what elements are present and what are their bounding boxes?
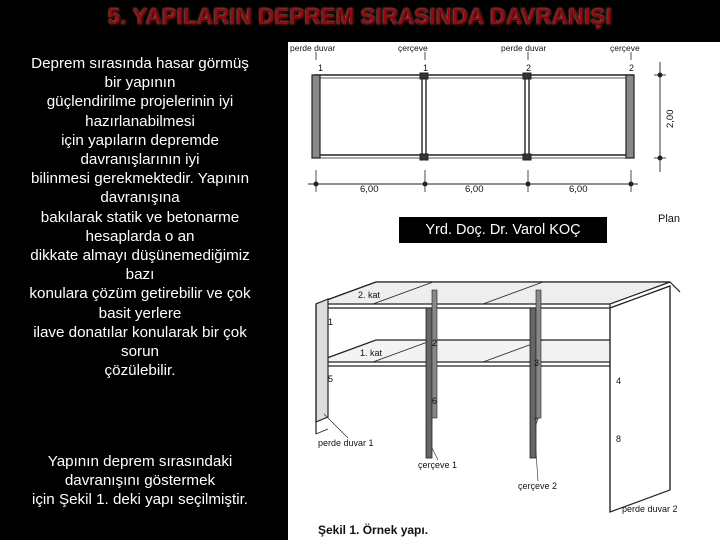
text-line: için Şekil 1. deki yapı seçilmiştir. [31, 491, 249, 509]
plan-axis-number: 2 [629, 63, 635, 73]
text-line: davranışına [100, 189, 180, 207]
node-number: 1 [328, 317, 334, 327]
node-number: 6 [432, 396, 438, 406]
text-line: Deprem sırasında hasar görmüş [31, 55, 249, 72]
floor-label-2: 2. kat [358, 290, 381, 300]
text-line: hesaplarda o an [85, 227, 195, 245]
text-line: davranışını göstermek [64, 472, 216, 490]
plan-label-frame-2: çerçeve [610, 43, 640, 53]
author-label: Yrd. Doç. Dr. Varol KOÇ [398, 216, 608, 244]
column-front-left [426, 308, 432, 458]
text-line: güçlendirilme projelerinin iyi [46, 93, 234, 111]
plan-dim-x: 6,00 [569, 184, 588, 195]
plan-label-frame-1: çerçeve [398, 43, 428, 53]
plan-dim-x: 6,00 [465, 184, 484, 195]
label-frame-2: çerçeve 2 [518, 481, 558, 491]
node-number: 5 [328, 374, 334, 384]
plan-label: Plan [658, 213, 681, 225]
plan-label-wall-left: perde duvar [290, 43, 336, 53]
figure-drawing [288, 42, 720, 540]
column-front-right [530, 308, 536, 458]
plan-dim-y: 2,00 [665, 109, 676, 128]
plan-view [290, 43, 680, 225]
node-number: 4 [616, 376, 622, 386]
text-line: Yapının deprem sırasındaki [47, 453, 233, 470]
text-line: konulara çözüm getirebilir ve çok [29, 285, 251, 303]
text-line: bilinmesi gerekmektedir. Yapının [30, 170, 250, 188]
text-line: ilave donatılar konularak bir çok [33, 323, 247, 341]
node-number: 2 [432, 338, 438, 348]
text-line: bir yapının [104, 74, 176, 92]
label-wall-1: perde duvar 1 [318, 438, 374, 448]
plan-axis-number: 1 [423, 63, 429, 73]
floor-label-1: 1. kat [360, 348, 383, 358]
structure-figure [288, 42, 720, 540]
node-number: 8 [616, 434, 622, 444]
plan-dim-x: 6,00 [360, 184, 379, 195]
text-line: hazırlanabilmesi [85, 112, 195, 130]
text-line: için yapıların depremde [61, 131, 219, 149]
text-line: çözülebilir. [104, 362, 176, 380]
slide-title: 5. YAPILARIN DEPREM SIRASINDA DAVRANIŞI [107, 4, 613, 29]
node-number: 7 [534, 417, 540, 427]
text-line: davranışlarının iyi [80, 151, 200, 169]
paragraph-intro [4, 54, 276, 380]
figure-caption: Şekil 1. Örnek yapı. [318, 523, 429, 537]
text-line: bazı [125, 266, 155, 284]
label-wall-2: perde duvar 2 [622, 504, 678, 514]
node-number: 3 [534, 358, 540, 368]
plan-wall-1 [312, 75, 320, 158]
text-line: bakılarak statik ve betonarme [40, 208, 240, 226]
text-line: dikkate almayı düşünemediğimiz [30, 247, 250, 265]
text-line: sorun [121, 343, 159, 361]
label-frame-1: çerçeve 1 [418, 460, 458, 470]
plan-label-wall-right: perde duvar [501, 43, 547, 53]
plan-wall-2 [626, 75, 634, 158]
isometric-view [316, 282, 680, 537]
text-line: basit yerlere [98, 304, 182, 322]
plan-axis-number: 2 [526, 63, 532, 73]
paragraph-figure-ref [4, 452, 276, 510]
plan-axis-number: 1 [318, 63, 324, 73]
